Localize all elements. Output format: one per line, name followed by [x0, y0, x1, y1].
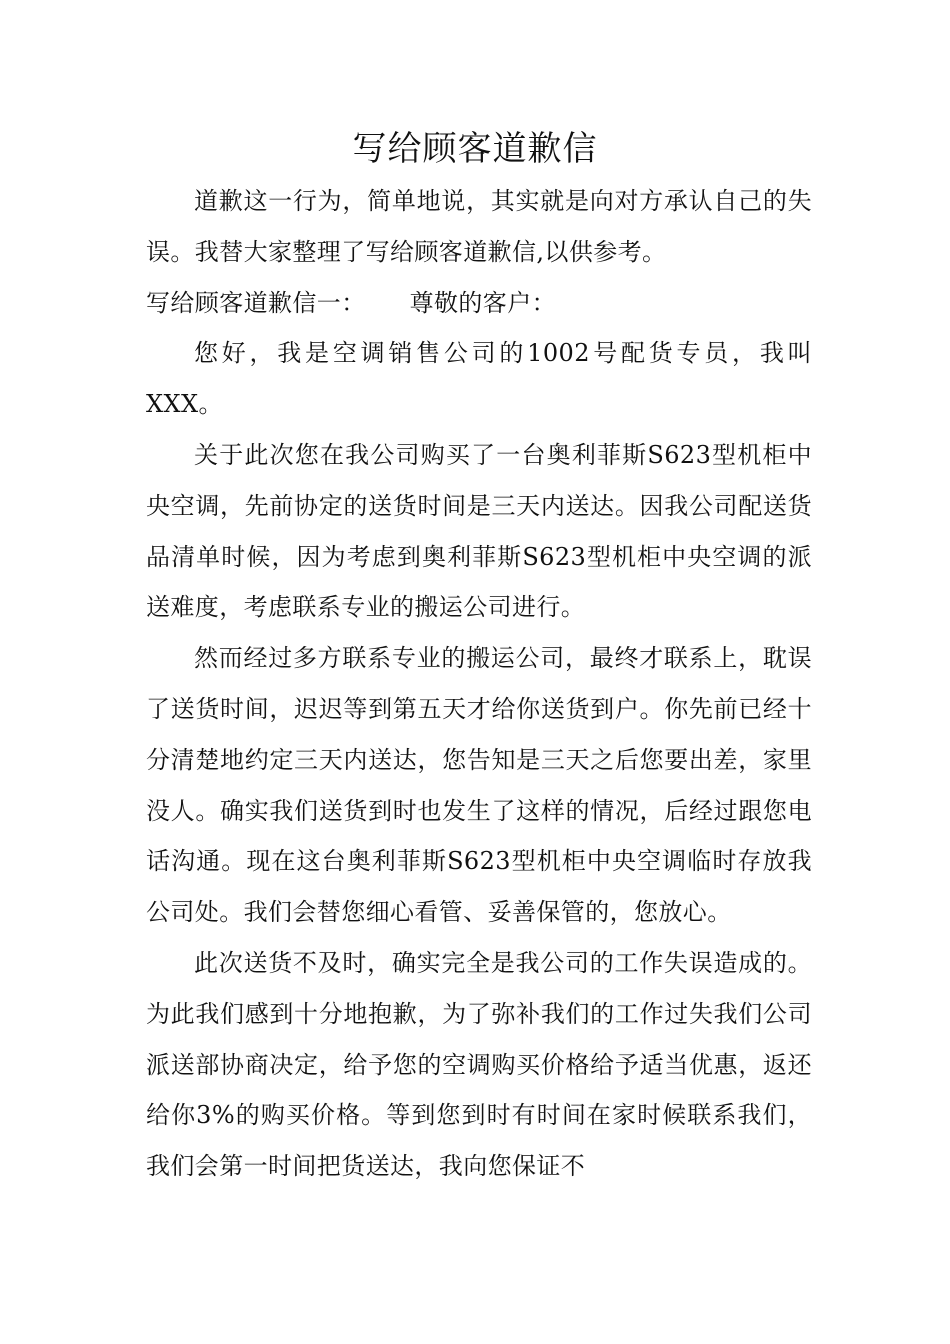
letter-paragraph: 然而经过多方联系专业的搬运公司，最终才联系上，耽误了送货时间，迟迟等到第五天才给你送货到户。你先前已经十分清楚地约定三天内送达，您告知是三天之后您要出差，家里没人。确实我们送货到时也发生了这样的情况，后经过跟您电话沟通。现在这台奥利菲斯S623型机柜中央空调临时存放我公司处。我们会替您细心看管、妥善保管的，您放心。	[146, 644, 812, 927]
letter-paragraph: 此次送货不及时，确实完全是我公司的工作失误造成的。为此我们感到十分地抱歉，为了弥补我们的工作过失我们公司派送部协商决定，给予您的空调购买价格给予适当优惠，返还给你3%的购买价格。等到您到时有时间在家时候联系我们，我们会第一时间把货送达，我向您保证不	[146, 948, 812, 1181]
document-title: 写给顾客道歉信	[352, 129, 598, 169]
letter-paragraph: 关于此次您在我公司购买了一台奥利菲斯S623型机柜中央空调，先前协定的送货时间是三天内送达。因我公司配送货品清单时候，因为考虑到奥利菲斯S623型机柜中央空调的派送难度，考虑联系专业的搬运公司进行。	[146, 440, 812, 622]
letter-paragraph: 您好，我是空调销售公司的1002号配货专员，我叫XXX。	[146, 339, 812, 419]
intro-paragraph: 道歉这一行为，简单地说，其实就是向对方承认自己的失误。我替大家整理了写给顾客道歉信,以供参考。	[146, 187, 812, 266]
salutation: 尊敬的客户：	[409, 288, 557, 317]
letter-heading: 写给顾客道歉信一：	[146, 288, 366, 317]
document-body	[146, 176, 812, 1192]
letter-heading-line	[146, 278, 812, 329]
